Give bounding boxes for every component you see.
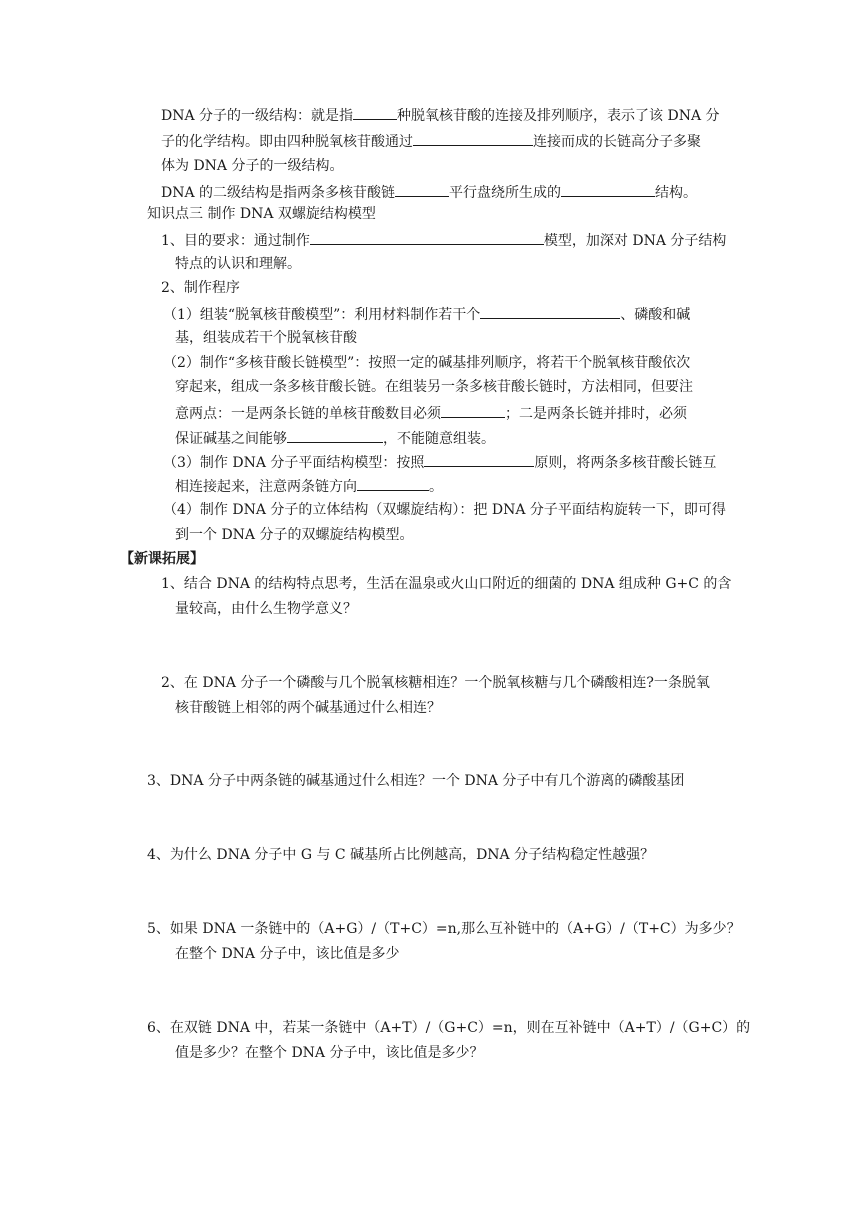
question-2-line-1: 2、在 DNA 分子一个磷酸与几个脱氧核糖相连？一个脱氧核糖与几个磷酸相连?一条脱氧: [161, 675, 710, 691]
text-segment: 1、目的要求：通过制作: [161, 233, 310, 249]
step-2-line-4: [175, 427, 495, 447]
text-segment: 、磷酸和碱: [620, 307, 691, 323]
question-2-line-2: 核苷酸链上相邻的两个碱基通过什么相连？: [175, 700, 441, 716]
text-segment: 模型，加深对 DNA 分子结构: [543, 233, 727, 249]
question-1-line-1: 1、结合 DNA 的结构特点思考，生活在温泉或火山口附近的细菌的 DNA 组成种 G+C 的含: [161, 576, 732, 592]
text-segment: 子的化学结构。即由四种脱氧核苷酸通过: [161, 134, 413, 150]
text-segment: 。: [429, 479, 443, 495]
fill-in-blank[interactable]: [287, 427, 383, 443]
question-1-line-2: 量较高，由什么生物学意义？: [175, 601, 357, 617]
fill-in-blank[interactable]: [413, 130, 533, 146]
question-5-line-2: 在整个 DNA 分子中，该比值是多少: [175, 946, 400, 962]
fill-in-blank[interactable]: [353, 104, 397, 120]
fill-in-blank[interactable]: [395, 181, 449, 197]
text-segment: 平行盘绕所生成的: [449, 185, 562, 201]
step-3-line-2: [175, 475, 443, 495]
primary-structure-line-1: [161, 104, 720, 124]
question-6-line-1: 6、在双链 DNA 中，若某一条链中（A+T）/（G+C）=n，则在互补链中（A+T）/（G+C）的: [147, 1020, 751, 1036]
step-2-line-1: （2）制作“多核苷酸长链模型”：按照一定的碱基排列顺序，将若干个脱氧核苷酸依次: [163, 355, 691, 371]
procedure-title: 2、制作程序: [161, 280, 240, 296]
goal-line-1: [161, 229, 726, 249]
text-segment: （3）制作 DNA 分子平面结构模型：按照: [163, 455, 425, 471]
text-segment: 种脱氧核苷酸的连接及排列顺序，表示了该 DNA 分: [397, 108, 720, 124]
fill-in-blank[interactable]: [357, 475, 429, 491]
text-segment: （1）组装“脱氧核苷酸模型”：利用材料制作若干个: [163, 307, 481, 323]
step-2-line-3: [175, 402, 687, 422]
question-6-line-2: 值是多少？在整个 DNA 分子中，该比值是多少？: [175, 1045, 484, 1061]
step-4-line-2: 到一个 DNA 分子的双螺旋结构模型。: [175, 527, 414, 543]
text-segment: 连接而成的长链高分子多聚: [533, 134, 701, 150]
fill-in-blank[interactable]: [561, 181, 655, 197]
step-1-line-2: 基，组装成若干个脱氧核苷酸: [175, 330, 357, 346]
text-segment: 保证碱基之间能够: [175, 431, 287, 447]
question-4-line-1: 4、为什么 DNA 分子中 G 与 C 碱基所占比例越高，DNA 分子结构稳定性越强？: [147, 847, 655, 863]
extension-header: 【新课拓展】: [120, 551, 204, 567]
step-2-line-2: 穿起来，组成一条多核苷酸长链。在组装另一条多核苷酸长链时，方法相同，但要注: [175, 379, 693, 395]
primary-structure-line-2: [161, 130, 701, 150]
primary-structure-line-3: 体为 DNA 分子的一级结构。: [161, 158, 344, 174]
step-3-line-1: [163, 451, 716, 471]
secondary-structure-line: [161, 181, 697, 201]
goal-line-2: 特点的认识和理解。: [175, 256, 301, 272]
fill-in-blank[interactable]: [441, 402, 505, 418]
text-segment: DNA 分子的一级结构：就是指: [161, 108, 354, 124]
text-segment: ，不能随意组装。: [383, 431, 495, 447]
step-1-line-1: [163, 303, 690, 323]
question-3-line-1: 3、DNA 分子中两条链的碱基通过什么相连？一个 DNA 分子中有几个游离的磷酸基团: [147, 773, 685, 789]
text-segment: DNA 的二级结构是指两条多核苷酸链: [161, 185, 396, 201]
fill-in-blank[interactable]: [310, 229, 544, 245]
text-segment: 结构。: [655, 185, 698, 201]
text-segment: 原则，将两条多核苷酸长链互: [534, 455, 717, 471]
knowledge-point-title: 知识点三 制作 DNA 双螺旋结构模型: [147, 206, 376, 222]
fill-in-blank[interactable]: [424, 451, 534, 467]
question-5-line-1: 5、如果 DNA 一条链中的（A+G）/（T+C）=n,那么互补链中的（A+G）/（T+C）为多少？: [147, 921, 741, 937]
text-segment: ；二是两条长链并排时，必须: [505, 406, 687, 422]
fill-in-blank[interactable]: [480, 303, 620, 319]
text-segment: 意两点：一是两条长链的单核苷酸数目必须: [175, 406, 441, 422]
text-segment: 相连接起来，注意两条链方向: [175, 479, 357, 495]
step-4-line-1: （4）制作 DNA 分子的立体结构（双螺旋结构）：把 DNA 分子平面结构旋转一下，即可得: [163, 502, 726, 518]
